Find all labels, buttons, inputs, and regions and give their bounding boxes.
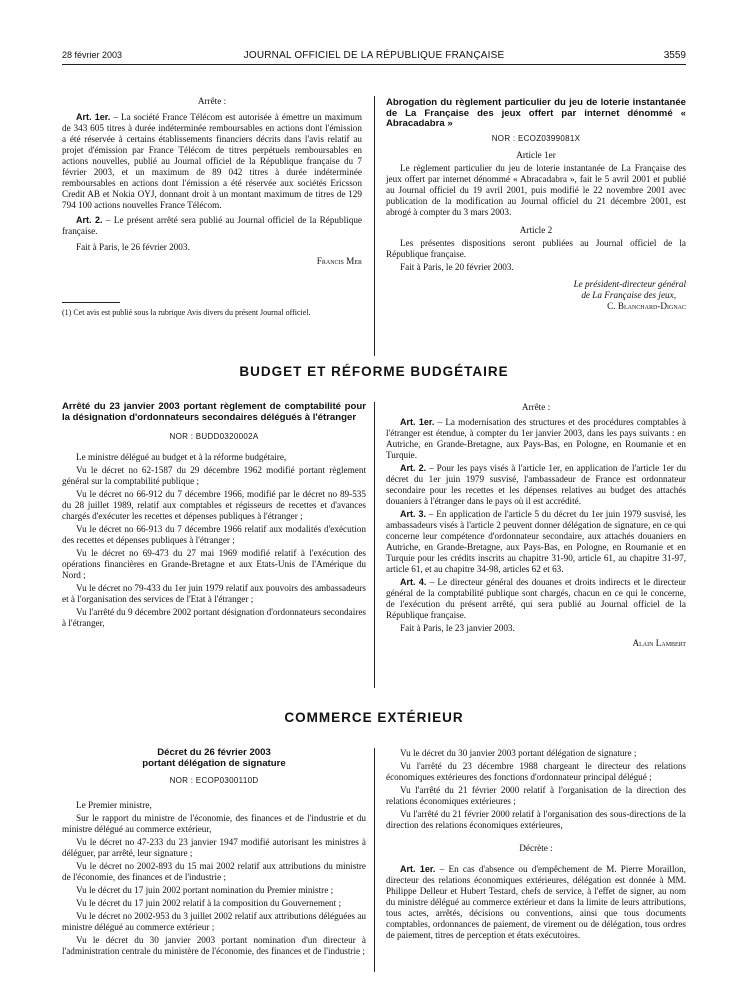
budget-signature: Alain Lambert <box>632 638 686 648</box>
budget-articles <box>386 417 686 621</box>
budget-article: Art. 4. – Le directeur général des douanes et droits indirects et le directeur général de la comptabilité publique sont chargés, chacun en ce qui le concerne, de l'exécution du présent arrêté, qui sera publié au Journal officiel de la République française. <box>386 577 686 620</box>
top-left-art1: Art. 1er. – La société France Télécom est autorisée à émettre un maximum de 343 605 titres à durée indéterminée remboursables en actions dont l'émission a été réservée à certains établissements financiers décrits dans l'avis relatif au projet d'émission par France Télécom de titres perpétuels remboursables en actions nouvelles, publié au Journal officiel de la République française du 7 février 2003, et un maximum de 89 042 titres à durée indéterminée remboursables en actions dont l'émission a été réservée aux sociétés Ericsson Credit AB et Nokia OYJ, donnant droit à un montant maximum de titres de 129 794 100 actions nouvelles France Télécom. <box>62 112 362 210</box>
top-left-signature: Francis Mer <box>316 256 362 266</box>
page-number: 3559 <box>663 50 686 61</box>
decret-visa-paragraph: Vu le décret du 30 janvier 2003 portant nomination d'un directeur à l'administration centrale du ministère de l'économie, des finances et de l'industrie ; <box>62 935 366 956</box>
decret-visa-paragraph: Vu le décret du 30 janvier 2003 portant délégation de signature ; <box>400 748 637 758</box>
footnote-rule <box>62 302 120 303</box>
decret-visa-paragraph: Vu l'arrêté du 21 février 2000 relatif à l'organisation de la direction des relations économiques extérieures ; <box>386 785 686 806</box>
column-divider-commerce <box>374 748 375 972</box>
decret-title-1: Décret du 26 février 2003 <box>157 747 271 758</box>
budget-visa-paragraph: Vu le décret no 66-913 du 7 décembre 1966 relatif aux modalités d'exécution des recettes et dépenses publiques à l'étranger ; <box>62 524 366 545</box>
budget-right-column <box>386 402 686 651</box>
abrogation-title: Abrogation du règlement particulier du jeu de loterie instantanée de La Française des jeux offert par internet dénommé « Abracadabra » <box>386 97 686 129</box>
budget-left-column <box>62 402 366 631</box>
top-left-column <box>62 96 362 269</box>
decret-visas-continued <box>386 748 686 831</box>
commerce-left-column <box>62 748 366 959</box>
page-header <box>0 50 748 64</box>
decret-visa-paragraph: Vu le décret no 2002-953 du 3 juillet 2002 relatif aux attributions déléguées au ministre délégué au commerce extérieur ; <box>62 911 366 932</box>
abrogation-done: Fait à Paris, le 20 février 2003. <box>400 261 514 272</box>
budget-visa-paragraph: Vu le décret no 79-433 du 1er juin 1979 relatif aux pouvoirs des ambassadeurs et à l'organisation des services de l'Etat à l'étranger ; <box>62 583 366 604</box>
abrogation-nor: NOR : ECOZ0399081X <box>491 133 581 143</box>
decret-visas <box>62 800 366 957</box>
decret-visa-paragraph: Vu le décret du 17 juin 2002 relatif à la composition du Gouvernement ; <box>76 898 342 908</box>
budget-visa-paragraph: Le ministre délégué au budget et à la réforme budgétaire, <box>76 452 287 462</box>
budget-visa-paragraph: Vu le décret no 62-1587 du 29 décembre 1962 modifié portant règlement général sur la comptabilité publique ; <box>62 465 366 486</box>
abrogation-art1-heading: Article 1er <box>516 149 556 160</box>
section-budget: BUDGET ET RÉFORME BUDGÉTAIRE <box>239 364 509 379</box>
abrogation-signature: C. Blanchard-Dignac <box>607 300 686 311</box>
header-title: JOURNAL OFFICIEL DE LA RÉPUBLIQUE FRANÇAISE <box>243 50 505 61</box>
commerce-right-column <box>386 748 686 943</box>
column-divider-top <box>374 96 375 356</box>
arrete-heading: Arrête : <box>197 96 227 106</box>
abrogation-role1: Le président-directeur général <box>573 278 686 289</box>
budget-done: Fait à Paris, le 23 janvier 2003. <box>400 623 515 633</box>
budget-article: Art. 3. – En application de l'article 5 du décret du 1er juin 1979 susvisé, les ambassadeurs visés à l'article 2 peuvent donner délégation de signature, en ce qui concerne leur compétence d'ordonnateur secondaire, aux attachés douaniers en Autriche, en Grande-Bretagne, aux Pays-Bas, en Pologne, en Roumanie et en Turquie pour les crédits inscrits au chapitre 31-90, article 61, au chapitre 31-97, article 61, et au chapitre 34-98, articles 62 et 63. <box>386 509 686 574</box>
abrogation-art1-text: Le règlement particulier du jeu de loterie instantanée de La Française des jeux offert par internet dénommé « Abracadabra », fait le 5 avril 2001 et publié au Journal officiel du 19 avril 2001, puis modifié le 22 novembre 2001 avec publication de la modification au Journal officiel du 21 décembre 2001, est abrogé à compter du 3 mars 2003. <box>386 162 686 217</box>
budget-visa-paragraph: Vu l'arrêté du 9 décembre 2002 portant désignation d'ordonnateurs secondaires à l'étranger, <box>62 607 366 628</box>
budget-visa-paragraph: Vu le décret no 66-912 du 7 décembre 1966, modifié par le décret no 89-535 du 28 juillet 1989, relatif aux comptables et régisseurs de recettes et d'avances chargés d'exécuter les recettes et dépenses publiques à l'étranger ; <box>62 489 366 521</box>
decret-visa-paragraph: Vu le décret du 17 juin 2002 portant nomination du Premier ministre ; <box>76 885 334 895</box>
budget-visas <box>62 452 366 629</box>
budget-title: Arrêté du 23 janvier 2003 portant règlement de comptabilité pour la désignation d'ordonnateurs secondaires délégués à l'étranger <box>62 401 366 423</box>
decret-title-2: portant délégation de signature <box>142 757 286 769</box>
decret-visa-paragraph: Vu l'arrêté du 21 février 2000 relatif à l'organisation des sous-directions de la direction des relations économiques extérieures, <box>386 809 686 830</box>
decret-art1: Art. 1er. – En cas d'absence ou d'empêchement de M. Pierre Moraillon, directeur des relations économiques extérieures, délégation est donnée à MM. Philippe Delleur et Hubert Testard, chefs de service, à l'effet de signer, au nom du ministre délégué au commerce extérieur et dans la limite de leurs attributions, tous actes, arrêtés, décisions ou conventions, ainsi que tous documents comptables, ordonnances de paiement, de virement ou de délégation, tous ordres de paiement, titres de perception et états exécutoires. <box>386 864 686 940</box>
top-left-footnote: (1) Cet avis est publié sous la rubrique Avis divers du présent Journal officiel. <box>62 308 311 317</box>
decret-visa-paragraph: Vu l'arrêté du 23 décembre 1988 chargeant le directeur des relations économiques extérieures des fonctions d'ordonnateur principal délégué ; <box>386 761 686 782</box>
header-date: 28 février 2003 <box>62 50 123 60</box>
decret-nor: NOR : ECOP0300110D <box>169 776 259 785</box>
header-rule <box>62 64 686 65</box>
decret-visa-paragraph: Vu le décret no 2002-893 du 15 mai 2002 relatif aux attributions du ministre de l'économie, des finances et de l'industrie ; <box>62 861 366 882</box>
budget-visa-paragraph: Vu le décret no 69-473 du 27 mai 1969 modifié relatif à l'exécution des opérations financières en Grande-Bretagne et aux Etats-Unis de l'Amérique du Nord ; <box>62 548 366 580</box>
abrogation-role2: de La Française des jeux, <box>581 289 676 300</box>
decrete-heading: Décrète : <box>519 843 553 853</box>
abrogation-art2-text: Les présentes dispositions seront publiées au Journal officiel de la République française. <box>386 237 686 259</box>
budget-article: Art. 2. – Pour les pays visés à l'article 1er, en application de l'article 1er du décret du 1er juin 1979 susvisé, l'ambassadeur de France est ordonnateur secondaire pour les recettes et les dépenses relatives au budget des attachés douaniers à l'étranger dans le pays où il est accrédité. <box>386 463 686 506</box>
abrogation-art2-heading: Article 2 <box>519 224 553 235</box>
top-left-art2: Art. 2. – Le présent arrêté sera publié au Journal officiel de la République française. <box>62 215 362 236</box>
section-commerce: COMMERCE EXTÉRIEUR <box>284 710 464 725</box>
column-divider-budget <box>374 402 375 688</box>
top-left-done: Fait à Paris, le 26 février 2003. <box>76 242 190 252</box>
decret-visa-paragraph: Le Premier ministre, <box>76 800 152 810</box>
top-right-column <box>386 98 686 314</box>
budget-nor: NOR : BUDD0320002A <box>169 432 259 441</box>
budget-article: Art. 1er. – La modernisation des structures et des procédures comptables à l'étranger est étendue, à compter du 1er janvier 2003, dans les pays suivants : en Autriche, en Grande-Bretagne, aux Pays-Bas, en Pologne, en Roumanie et en Turquie. <box>386 417 686 460</box>
decret-visa-paragraph: Sur le rapport du ministre de l'économie, des finances et de l'industrie et du ministre délégué au commerce extérieur, <box>62 813 366 834</box>
budget-arrete-heading: Arrête : <box>521 402 551 412</box>
decret-visa-paragraph: Vu le décret no 47-233 du 23 janvier 1947 modifié autorisant les ministres à déléguer, par arrêté, leur signature ; <box>62 837 366 858</box>
